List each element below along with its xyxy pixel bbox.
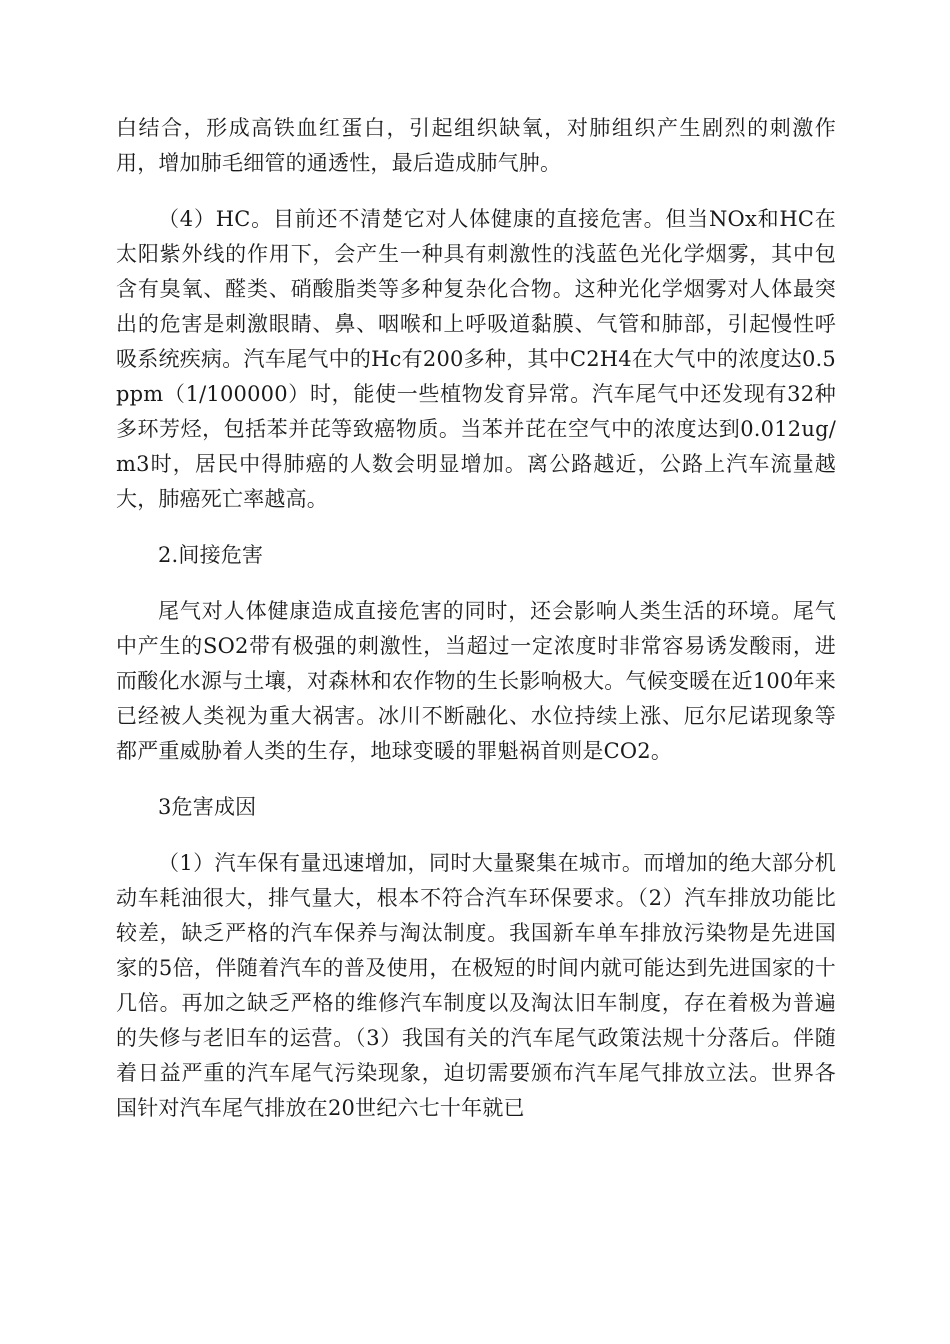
paragraph-indirect-harm: 尾气对人体健康造成直接危害的同时，还会影响人类生活的环境。尾气中产生的SO2带有极强的刺激性，当超过一定浓度时非常容易诱发酸雨，进而酸化水源与土壤，对森林和农作物的生长影响极大。气候变暖在近100年来已经被人类视为重大祸害。冰川不断融化、水位持续上涨、厄尔尼诺现象等都严重威胁着人类的生存，地球变暖的罪魁祸首则是CO2。 — [116, 599, 836, 763]
document-body — [116, 111, 836, 1147]
paragraph-harm-causes: （1）汽车保有量迅速增加，同时大量聚集在城市。而增加的绝大部分机动车耗油很大，排气量大，根本不符合汽车环保要求。（2）汽车排放功能比较差，缺乏严格的汽车保养与淘汰制度。我国新车单车排放污染物是先进国家的5倍，伴随着汽车的普及使用，在极短的时间内就可能达到先进国家的十几倍。再加之缺乏严格的维修汽车制度以及淘汰旧车制度，存在着极为普遍的失修与老旧车的运营。（3）我国有关的汽车尾气政策法规十分落后。伴随着日益严重的汽车尾气污染现象，迫切需要颁布汽车尾气排放立法。世界各国针对汽车尾气排放在20世纪六七十年就已 — [116, 851, 836, 1120]
paragraph-continuation: 白结合，形成高铁血红蛋白，引起组织缺氧，对肺组织产生剧烈的刺激作用，增加肺毛细管的通透性，最后造成肺气肿。 — [116, 116, 836, 175]
section-heading-harm-causes: 3危害成因 — [158, 795, 257, 819]
paragraph-hc: （4）HC。目前还不清楚它对人体健康的直接危害。但当NOx和HC在太阳紫外线的作用下，会产生一种具有刺激性的浅蓝色光化学烟雾，其中包含有臭氧、醛类、硝酸脂类等多种复杂化合物。这种光化学烟雾对人体最突出的危害是刺激眼睛、鼻、咽喉和上呼吸道黏膜、气管和肺部，引起慢性呼吸系统疾病。汽车尾气中的Hc有200多种，其中C2H4在大气中的浓度达0.5ppm（1/100000）时，能使一些植物发育异常。汽车尾气中还发现有32种多环芳烃，包括苯并芘等致癌物质。当苯并芘在空气中的浓度达到0.012ug/m3时，居民中得肺癌的人数会明显增加。离公路越近，公路上汽车流量越大，肺癌死亡率越高。 — [116, 207, 836, 511]
section-heading-indirect-harm: 2.间接危害 — [158, 543, 264, 567]
